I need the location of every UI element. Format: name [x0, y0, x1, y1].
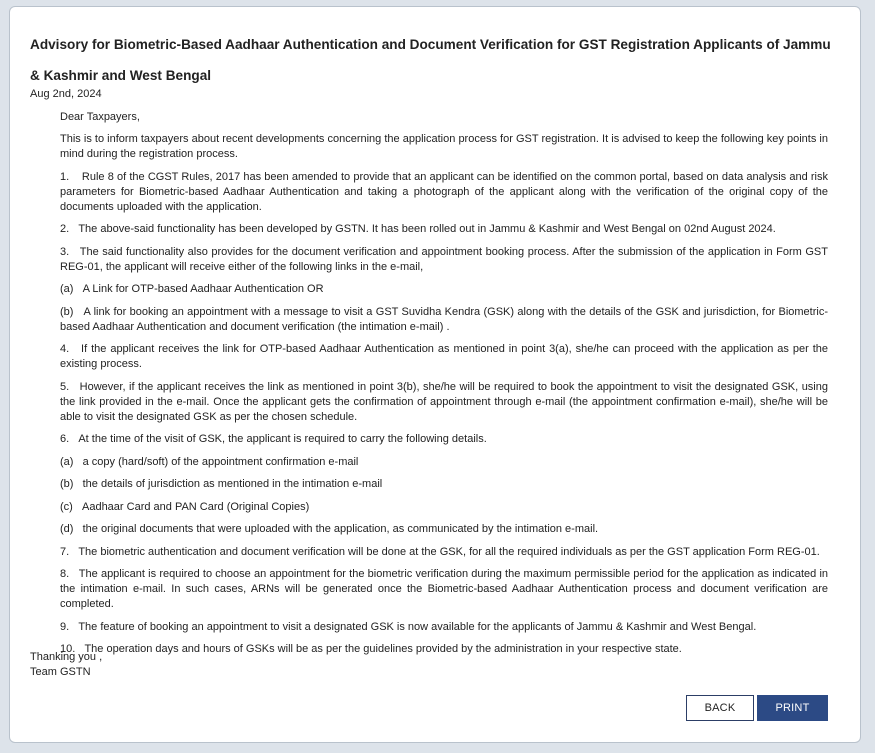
greeting: Dear Taxpayers,: [60, 111, 140, 123]
advisory-panel: [9, 6, 861, 743]
paragraph-point-10: 10. The operation days and hours of GSKs will be as per the guidelines provided by the administration in your respective state.: [60, 643, 682, 655]
paragraph-point-2: 2. The above-said functionality has been developed by GSTN. It has been rolled out in Jammu & Kashmir and West Bengal on 02nd August 2024.: [60, 223, 776, 235]
signature-block: [30, 650, 102, 680]
advisory-body: [60, 110, 828, 665]
paragraph-point-1: 1. Rule 8 of the CGST Rules, 2017 has been amended to provide that an applicant can be identified on the common portal, based on data analysis and risk parameters for Biometric-based Aadhaar Authentication and taking a photograph of the applicant along with the verification of the original copy of the documents uploaded with the application.: [60, 170, 828, 213]
paragraph-point-6d: (d) the original documents that were uploaded with the application, as communicated by the intimation e-mail.: [60, 523, 599, 535]
paragraph-point-3b: (b) A link for booking an appointment with a message to visit a GST Suvidha Kendra (GSK) along with the details of the GSK and jurisdiction, for Biometric-based Aadhaar Authentication and document verification (the intimation e-mail) .: [60, 305, 828, 333]
paragraph-intro: This is to inform taxpayers about recent developments concerning the application process for GST registration. It is advised to keep the following key points in mind during the registration process.: [60, 133, 828, 160]
paragraph-point-3a: (a) A Link for OTP-based Aadhaar Authentication OR: [60, 283, 324, 295]
paragraph-point-5: 5. However, if the applicant receives the link as mentioned in point 3(b), she/he will be required to book the appointment to visit the designated GSK, using the link provided in the e-mail. Once the applicant gets the confirmation of appointment through e-mail (the appointment confirmation e-mail), she/he will be able to visit the designated GSK as per the chosen schedule.: [60, 380, 828, 423]
closing-text: Thanking you ,: [30, 651, 103, 663]
paragraph-point-7: 7. The biometric authentication and document verification will be done at the GSK, for all the required individuals as per the GST application Form REG-01.: [60, 545, 820, 558]
advisory-date: Aug 2nd, 2024: [30, 88, 102, 100]
paragraph-point-9: 9. The feature of booking an appointment to visit a designated GSK is now available for the applicants of Jammu & Kashmir and West Bengal.: [60, 620, 757, 633]
back-button[interactable]: BACK: [686, 695, 754, 721]
paragraph-point-6b: (b) the details of jurisdiction as mentioned in the intimation e-mail: [60, 478, 383, 490]
paragraph-point-4: 4. If the applicant receives the link for OTP-based Aadhaar Authentication as mentioned in point 3(a), she/he can proceed with the application as per the existing process.: [60, 343, 828, 370]
print-button[interactable]: PRINT: [757, 695, 828, 721]
paragraph-point-6: 6. At the time of the visit of GSK, the applicant is required to carry the following details.: [60, 433, 487, 445]
paragraph-point-8: 8. The applicant is required to choose an appointment for the biometric verification during the maximum permissible period for the application as indicated in the intimation e-mail. In such cases, ARNs will be generated once the Biometric-based Aadhaar Authentication process and document verification are completed.: [60, 568, 828, 610]
paragraph-point-6a: (a) a copy (hard/soft) of the appointment confirmation e-mail: [60, 455, 359, 468]
paragraph-point-3: 3. The said functionality also provides for the document verification and appointment booking process. After the submission of the application in Form GST REG-01, the applicant will receive either of the following links in the e-mail,: [60, 245, 828, 273]
advisory-title: Advisory for Biometric-Based Aadhaar Authentication and Document Verification for GST Registration Applicants of Jammu & Kashmir and West Bengal: [30, 37, 831, 83]
signature-text: Team GSTN: [30, 666, 91, 678]
paragraph-point-6c: (c) Aadhaar Card and PAN Card (Original Copies): [60, 500, 310, 513]
